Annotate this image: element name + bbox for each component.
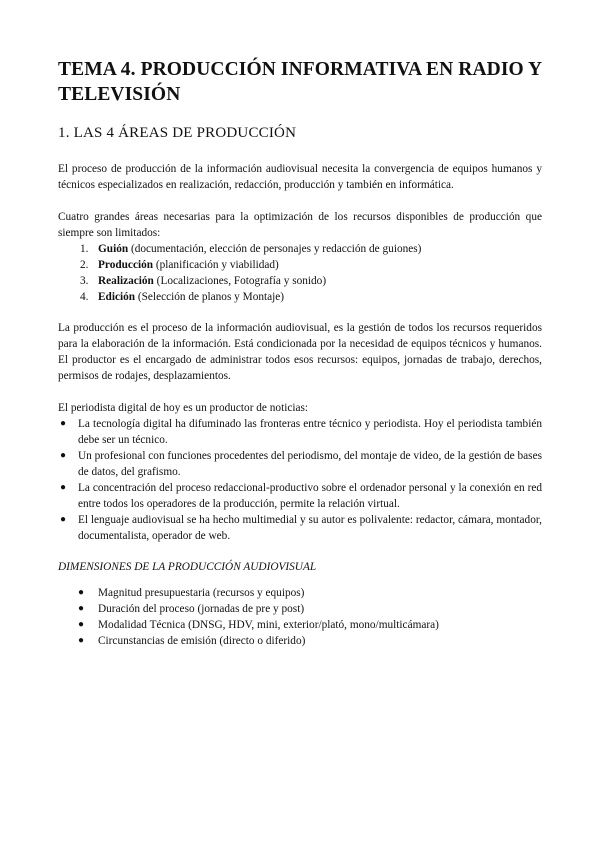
bullet-icon: ● xyxy=(60,450,67,461)
journalist-bullets xyxy=(58,416,542,544)
list-item: ● Modalidad Técnica (DNSG, HDV, mini, exterior/plató, mono/multicámara) xyxy=(78,619,439,631)
list-item xyxy=(58,241,542,257)
list-item xyxy=(58,289,542,305)
list-item: ● Duración del proceso (jornadas de pre y post) xyxy=(78,603,305,615)
bullet-icon: ● xyxy=(78,603,85,614)
page-title: TEMA 4. PRODUCCIÓN INFORMATIVA EN RADIO Y TELEVISIÓN xyxy=(58,59,542,105)
list-number: 2. xyxy=(80,259,89,271)
list-number: 1. xyxy=(80,243,89,255)
paragraph-journalist: El periodista digital de hoy es un productor de noticias: xyxy=(58,402,309,414)
areas-list xyxy=(58,241,542,305)
paragraph-intro: El proceso de producción de la información audiovisual necesita la convergencia de equipos humanos y técnicos especializados en realización, redacción, producción y también en informática. xyxy=(58,163,542,191)
dimensiones-heading: DIMENSIONES DE LA PRODUCCIÓN AUDIOVISUAL xyxy=(58,561,317,573)
list-item: ● La tecnología digital ha difuminado las fronteras entre técnico y periodista. Hoy el periodista también debe ser un técnico. xyxy=(60,418,542,446)
area-name: Guión xyxy=(98,243,129,255)
bullet-icon: ● xyxy=(60,514,67,525)
area-desc: (documentación, elección de personajes y redacción de guiones) xyxy=(128,243,422,255)
list-item: ● Un profesional con funciones procedentes del periodismo, del montaje de video, de la gestión de bases de datos, del grafismo. xyxy=(60,450,542,478)
area-name: Producción xyxy=(98,259,154,271)
list-item: ● La concentración del proceso redaccional-productivo sobre el ordenador personal y la conexión en red entre todos los operadores de la producción, permite la relación virtual. xyxy=(60,482,542,510)
list-item: ● Circunstancias de emisión (directo o diferido) xyxy=(78,635,306,647)
section-heading: 1. LAS 4 ÁREAS DE PRODUCCIÓN xyxy=(58,125,297,141)
paragraph-production: La producción es el proceso de la información audiovisual, es la gestión de todos los recursos requeridos para la elaboración de la información. Está condicionada por la necesidad de equipos técnicos y humanos. El productor es el encargado de administrar todos esos recursos: equipos, jornadas de trabajo, derechos, permisos de rodajes, desplazamientos. xyxy=(58,322,542,382)
bullet-icon: ● xyxy=(60,482,67,493)
dimensiones-bullets xyxy=(58,585,542,649)
area-desc: (Selección de planos y Montaje) xyxy=(135,291,285,303)
area-desc: (planificación y viabilidad) xyxy=(153,259,279,271)
list-number: 4. xyxy=(80,291,89,303)
area-desc: (Localizaciones, Fotografía y sonido) xyxy=(153,275,327,287)
list-item: ● El lenguaje audiovisual se ha hecho multimedial y su autor es polivalente: redactor, cámara, montador, documentalista, operador de web. xyxy=(60,514,542,542)
bullet-icon: ● xyxy=(78,619,85,630)
bullet-icon: ● xyxy=(78,587,85,598)
bullet-icon: ● xyxy=(78,635,85,646)
list-number: 3. xyxy=(80,275,89,287)
area-name: Edición xyxy=(98,291,136,303)
area-name: Realización xyxy=(98,275,154,287)
list-item xyxy=(58,273,542,289)
paragraph-areas-intro: Cuatro grandes áreas necesarias para la optimización de los recursos disponibles de producción que siempre son limitados: xyxy=(58,211,542,239)
list-item xyxy=(58,257,542,273)
list-item: ● Magnitud presupuestaria (recursos y equipos) xyxy=(78,587,305,599)
bullet-icon: ● xyxy=(60,418,67,429)
